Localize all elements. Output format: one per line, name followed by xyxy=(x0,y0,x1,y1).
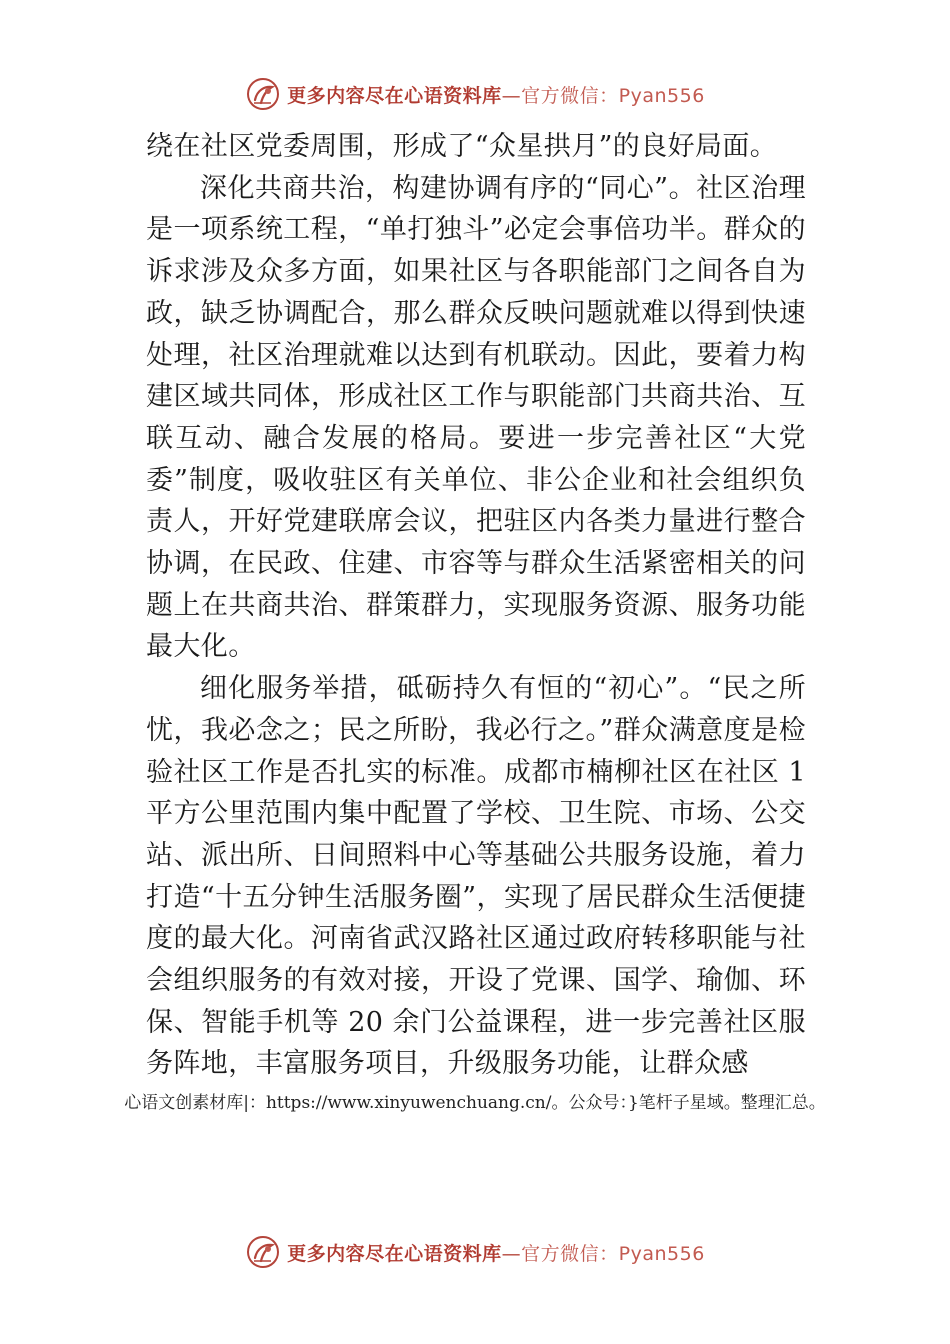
flower-logo-icon xyxy=(245,1234,281,1270)
header-watermark xyxy=(0,74,950,114)
source-footer-note: 心语文创素材库|：https://www.xinyuwenchuang.cn/。公众号：}笔杆子星域。整理汇总。 xyxy=(124,1093,826,1113)
flower-logo-icon xyxy=(245,76,281,112)
watermark-text xyxy=(287,1239,705,1266)
paragraph-continuation: 绕在社区党委周围，形成了“众星拱月”的良好局面。 xyxy=(146,131,778,162)
watermark-separator: — xyxy=(501,84,522,107)
footer-watermark xyxy=(0,1232,950,1272)
watermark-separator: — xyxy=(501,1242,522,1265)
watermark-contact: 官方微信：Pyan556 xyxy=(521,1242,705,1265)
document-body xyxy=(146,126,806,1085)
watermark-brand: 更多内容尽在心语资料库 xyxy=(287,1242,502,1265)
paragraph-coordination: 深化共商共治，构建协调有序的“同心”。社区治理是一项系统工程，“单打独斗”必定会事倍功半。群众的诉求涉及众多方面，如果社区与各职能部门之间各自为政，缺乏协调配合，那么群众反映问题就难以得到快速处理，社区治理就难以达到有机联动。因此，要着力构建区域共同体，形成社区工作与职能部门共商共治、互联互动、融合发展的格局。要进一步完善社区“大党委”制度，吸收驻区有关单位、非公企业和社会组织负责人，开好党建联席会议，把驻区内各类力量进行整合协调，在民政、住建、市容等与群众生活紧密相关的问题上在共商共治、群策群力，实现服务资源、服务功能最大化。 xyxy=(146,172,806,663)
watermark-text xyxy=(287,81,705,108)
paragraph-services: 细化服务举措，砥砺持久有恒的“初心”。“民之所忧，我必念之；民之所盼，我必行之。”群众满意度是检验社区工作是否扎实的标准。成都市楠柳社区在社区 1 平方公里范围内集中配置了学校、卫生院、市场、公交站、派出所、日间照料中心等基础公共服务设施，着力打造“十五分钟生活服务圈”，实现了居民群众生活便捷度的最大化。河南省武汉路社区通过政府转移职能与社会组织服务的有效对接，开设了党课、国学、瑜伽、环保、智能手机等 20 余门公益课程，进一步完善社区服务阵地，丰富服务项目，升级服务功能，让群众感 xyxy=(146,673,806,1080)
watermark-contact: 官方微信：Pyan556 xyxy=(521,84,705,107)
watermark-brand: 更多内容尽在心语资料库 xyxy=(287,84,502,107)
